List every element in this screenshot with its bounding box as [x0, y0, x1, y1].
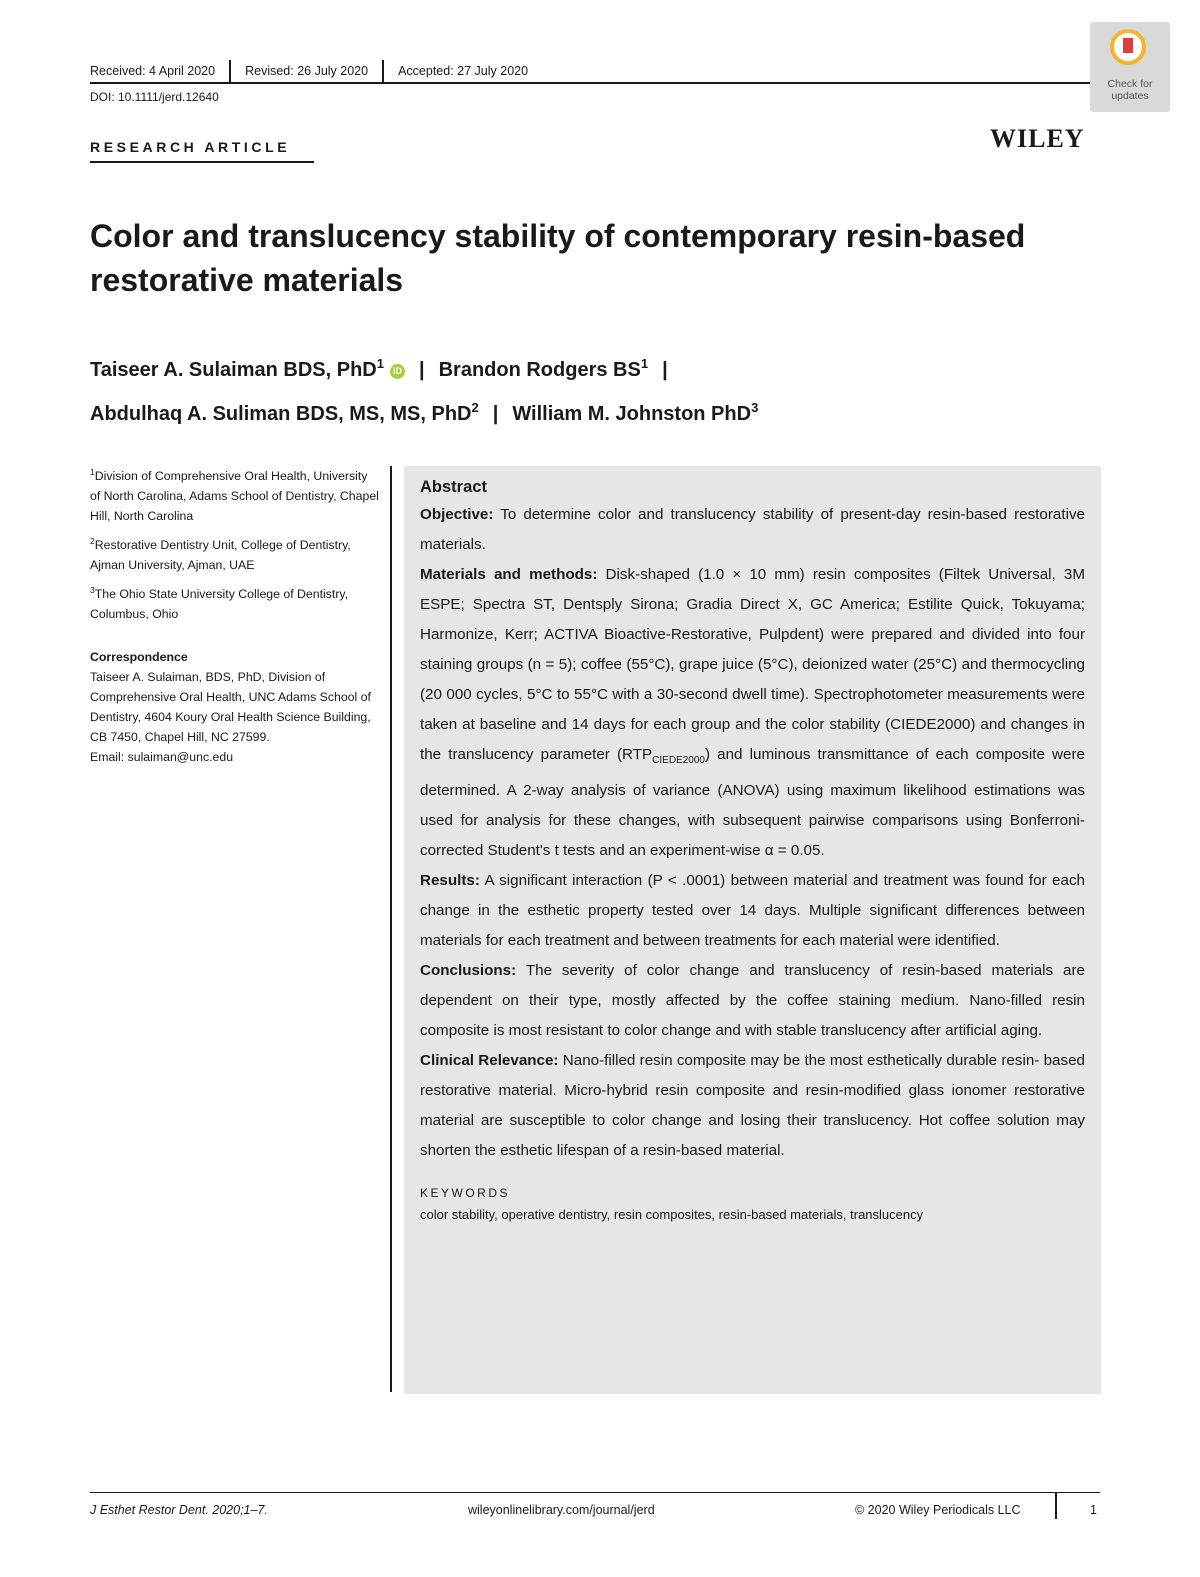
orcid-icon[interactable]: iD: [390, 364, 405, 379]
doi[interactable]: DOI: 10.1111/jerd.12640: [90, 90, 219, 104]
footer-rule: [90, 1492, 1100, 1493]
received-date: Received: 4 April 2020: [90, 64, 216, 78]
correspondence-heading: Correspondence: [90, 650, 188, 664]
journal-citation: J Esthet Restor Dent. 2020;1–7.: [90, 1503, 268, 1517]
abstract-methods: Materials and methods: Disk-shaped (1.0 × 10 mm) resin composites (Filtek Universal, 3M ESPE; Spectra ST, Dentsply Sirona; Gradia Direct X, GC America; Estilite Quick, Tokuyama; Harmonize, Kerr; ACTIVA Bioactive-Restorative, Pulpdent) were prepared and divided into four staining groups (n = 5); coffee (55°C), grape juice (5°C), deionized water (25°C) and thermocycling (20 000 cycles, 5°C to 55°C with a 30-second dwell time). Spectrophotometer measurements were taken at baseline and 14 days for each group and the color stability (CIEDE2000) and changes in the translucency parameter $(RTP_{CIEDE2000})$ and luminous transmittance of each composite were determined. A 2-way analysis of variance (ANOVA) using maximum likelihood estimations was used for analysis for these changes, with subsequent pairwise comparisons using Bonferroni-corrected Student's t tests and an experiment-wise α = 0.05.: [420, 566, 1085, 860]
affiliations-column: [90, 462, 380, 767]
author[interactable]: Brandon Rodgers $BS^1$: [438, 356, 649, 381]
correspondence-text: Taiseer A. Sulaiman, BDS, PhD, Division of Comprehensive Oral Health, UNC Adams School of Dentistry, 4604 Koury Oral Health Science Building, CB 7450, Chapel Hill, NC 27599.: [90, 670, 371, 744]
author-separator: |: [492, 403, 499, 425]
author-separator: |: [418, 359, 425, 381]
abstract-box: [404, 466, 1101, 1394]
abstract-objective: Objective: To determine color and translucency stability of present-day resin-based restorative materials.: [420, 506, 1085, 553]
journal-url[interactable]: wileyonlinelibrary.com/journal/jerd: [468, 1503, 655, 1517]
badge-label: Check for updates: [1107, 78, 1153, 102]
abstract-conclusions: Conclusions: The severity of color change and translucency of resin-based materials are dependent on their type, mostly affected by the coffee staining medium. Nano-filled resin composite is most resistant to color change and with stable translucency after artificial aging.: [420, 962, 1085, 1040]
copyright: © 2020 Wiley Periodicals LLC: [855, 1503, 1021, 1517]
article-title: Color and translucency stability of contemporary resin-based restorative materials: [90, 218, 1026, 298]
author[interactable]: William M. Johnston PhD$^3$: [512, 400, 759, 425]
keywords-heading: KEYWORDS: [420, 1186, 511, 1201]
accepted-date: Accepted: 27 July 2020: [398, 64, 529, 78]
author-list: [90, 345, 1100, 433]
abstract-results: Results: A significant interaction (P < .0001) between material and treatment was found for each change in the esthetic property tested over 14 days. Multiple significant differences between materials for each treatment and between treatments for each material were identified.: [420, 872, 1085, 950]
page-number: 1: [1090, 1503, 1097, 1517]
abstract-rule: [390, 466, 392, 1392]
date-divider: [229, 60, 231, 82]
abstract-heading: Abstract: [420, 478, 487, 496]
abstract-clinical-relevance: Clinical Relevance: Nano-filled resin composite may be the most esthetically durable resin- based restorative material. Micro-hybrid resin composite and resin-modified glass ionomer restorative material are susceptible to color change and losing their translucency. Hot coffee solution may shorten the esthetic lifespan of a resin-based material.: [420, 1052, 1085, 1160]
article-type: RESEARCH ARTICLE: [90, 139, 291, 155]
article-type-underline: [90, 161, 314, 163]
footer-divider: [1055, 1493, 1057, 1519]
affiliation: $^2$Restorative Dentistry Unit, College of Dentistry, Ajman University, Ajman, UAE: [90, 536, 351, 572]
author[interactable]: Abdulhaq A. Suliman BDS, MS, MS, PhD$^2$: [90, 400, 479, 425]
revised-date: Revised: 26 July 2020: [245, 64, 369, 78]
affiliation: $^1$Division of Comprehensive Oral Health, University of North Carolina, Adams School of Dentistry, Chapel Hill, North Carolina: [90, 467, 379, 523]
check-for-updates-badge[interactable]: [1090, 22, 1170, 112]
publication-dates: [90, 60, 528, 82]
publisher-logo: WILEY: [990, 124, 1085, 153]
header-rule: [90, 82, 1100, 84]
keywords: color stability, operative dentistry, resin composites, resin-based materials, translucency: [420, 1207, 924, 1223]
author-separator: |: [662, 359, 668, 381]
correspondence-email[interactable]: Email: sulaiman@unc.edu: [90, 750, 234, 764]
author[interactable]: Taiseer A. Sulaiman BDS, PhD$^1$: [90, 356, 384, 381]
bookmark-icon: [1110, 29, 1146, 65]
affiliation: $^3$The Ohio State University College of Dentistry, Columbus, Ohio: [90, 585, 349, 621]
date-divider: [382, 60, 384, 82]
